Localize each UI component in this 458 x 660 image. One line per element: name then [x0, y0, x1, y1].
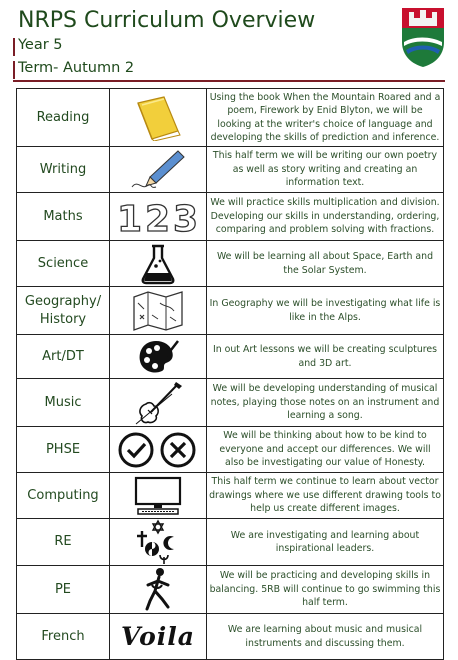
svg-text:2: 2 [145, 198, 171, 237]
description-cell: In Geography we will be investigating what life is like in the Alps. [207, 287, 444, 335]
description-cell: We will be practicing and developing skills in balancing. 5RB will continue to go swimming this half term. [207, 566, 444, 614]
table-row [17, 519, 444, 566]
table-row [17, 614, 444, 660]
subject-cell: Reading [17, 89, 110, 147]
table-row [17, 147, 444, 193]
school-crest-logo [400, 6, 446, 68]
palette-icon [136, 337, 180, 377]
subject-cell: Maths [17, 193, 110, 241]
description-cell: We will be thinking about how to be kind to everyone and accept our differences. We will also be investigating our value of Honesty. [207, 427, 444, 473]
subject-cell: Art/DT [17, 335, 110, 379]
table-row [17, 287, 444, 335]
table-row [17, 566, 444, 614]
numbers-123-icon [115, 197, 201, 237]
svg-text:3: 3 [173, 198, 199, 237]
description-cell: This half term we continue to learn about vector drawings where we use different drawing tools to help us create different images. [207, 473, 444, 519]
table-row [17, 89, 444, 147]
description-cell: We will be developing understanding of musical notes, playing those notes on an instrument and learning a song. [207, 379, 444, 427]
svg-text:1: 1 [117, 198, 143, 237]
tick-cross-icon [116, 430, 200, 470]
description-cell: Using the book When the Mountain Roared and a poem, Firework by Enid Blyton, we will be looking at the writer's choice of language and developing the skills of prediction and inference. [207, 89, 444, 147]
subject-cell: PHSE [17, 427, 110, 473]
map-icon [130, 289, 186, 333]
description-cell: In out Art lessons we will be creating sculptures and 3D art. [207, 335, 444, 379]
runner-icon [138, 567, 178, 613]
term-accent-bar [13, 61, 15, 79]
description-cell: We will practice skills multiplication and division. Developing our skills in understanding, ordering, comparing and problem solving with fractions. [207, 193, 444, 241]
description-cell: We are investigating and learning about inspirational leaders. [207, 519, 444, 566]
subject-cell: Science [17, 241, 110, 287]
flask-icon [138, 243, 178, 285]
description-cell: This half term we will be writing our own poetry as well as story writing and creating an information text. [207, 147, 444, 193]
computer-icon [130, 476, 186, 516]
curriculum-table [16, 88, 444, 660]
year-label: Year 5 [18, 37, 63, 53]
subject-cell: Geography/ History [17, 287, 110, 335]
voila-icon: Voila [121, 622, 195, 651]
religious-symbols-icon [130, 519, 186, 565]
page-title: NRPS Curriculum Overview [18, 8, 316, 33]
table-row [17, 241, 444, 287]
table-row [17, 379, 444, 427]
table-row [17, 473, 444, 519]
book-icon [128, 95, 188, 141]
pencil-icon [128, 149, 188, 191]
subject-cell: Music [17, 379, 110, 427]
year-accent-bar [13, 38, 15, 56]
subject-cell: RE [17, 519, 110, 566]
table-row [17, 427, 444, 473]
header-divider [13, 80, 445, 82]
subject-cell: PE [17, 566, 110, 614]
subject-cell: Computing [17, 473, 110, 519]
term-label: Term- Autumn 2 [18, 60, 135, 76]
description-cell: We are learning about music and musical instruments and discussing them. [207, 614, 444, 660]
violin-icon [132, 380, 184, 426]
table-row [17, 335, 444, 379]
description-cell: We will be learning all about Space, Earth and the Solar System. [207, 241, 444, 287]
table-row [17, 193, 444, 241]
subject-cell: French [17, 614, 110, 660]
subject-cell: Writing [17, 147, 110, 193]
